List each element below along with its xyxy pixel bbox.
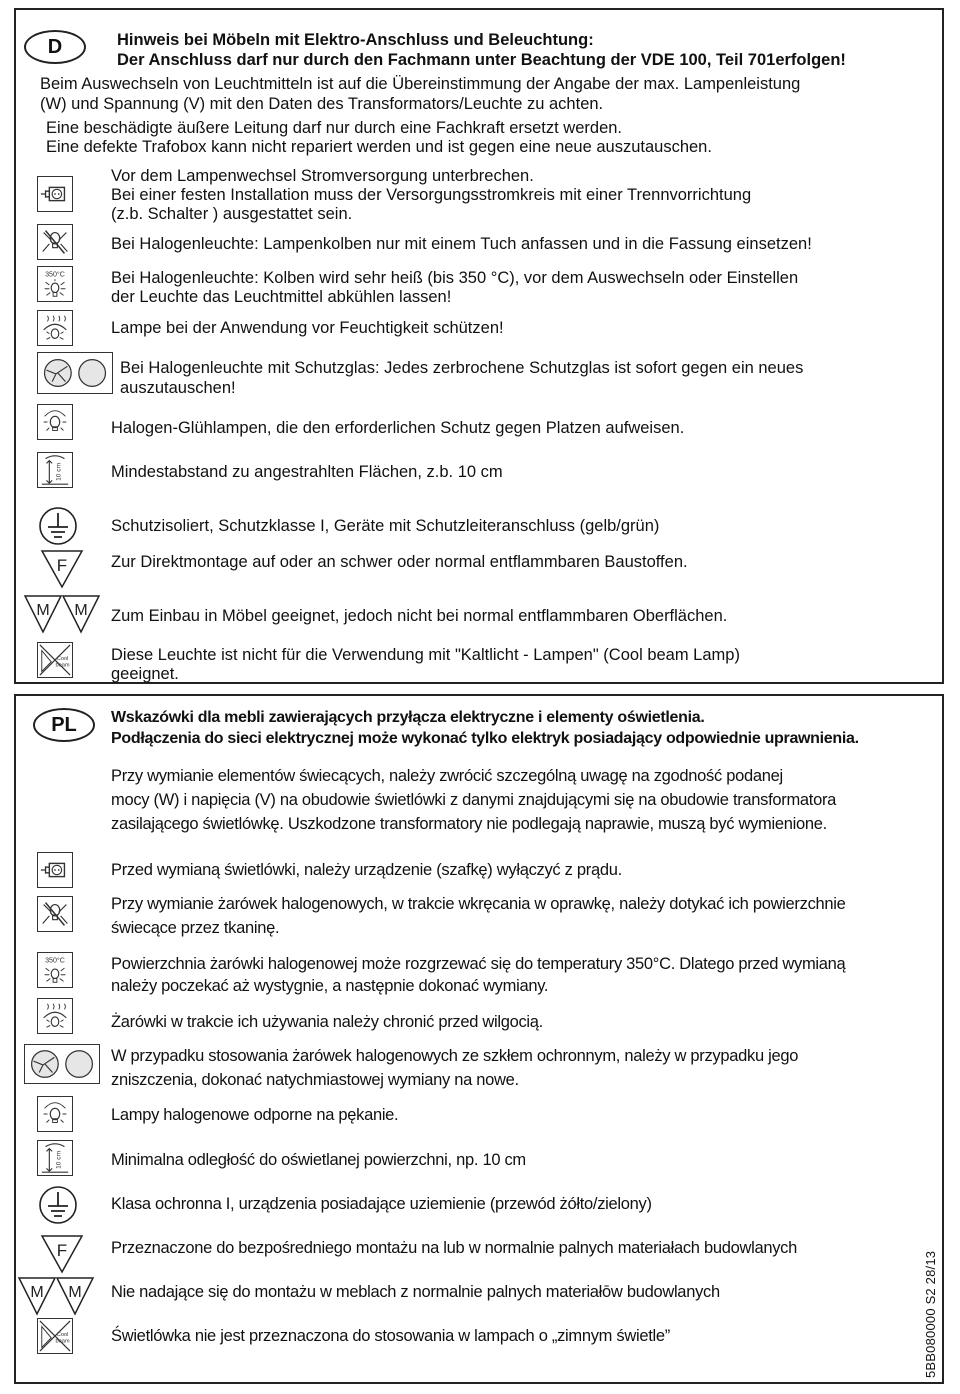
hot-lamp-icon <box>37 952 73 988</box>
pl-cloth-text: Przy wymianie żarówek halogenowych, w trakcie wkręcania w oprawkę, należy dotykać ich powierzchnie <box>111 895 846 913</box>
pl-distance-text: Minimalna odległość do oświetlanej powierzchni, np. 10 cm <box>111 1151 526 1169</box>
pl-hot-text: Powierzchnia żarówki halogenowej może rozgrzewać się do temperatury 350°C. Dlatego przed wymianą <box>111 955 846 973</box>
mm-mark-icon <box>18 1276 94 1316</box>
f-letter: F <box>56 1241 68 1260</box>
no-cool-beam-icon <box>37 1318 73 1354</box>
de-mm-mark-text: Zum Einbau in Möbel geeignet, jedoch nicht bei normal entflammbaren Oberflächen. <box>111 607 728 625</box>
cool-label: Cool <box>56 1332 69 1338</box>
de-moisture-text: Lampe bei der Anwendung vor Feuchtigkeit schützen! <box>111 319 504 337</box>
de-intro-line: (W) und Spannung (V) mit den Daten des Transformators/Leuchte zu achten. <box>40 95 604 113</box>
m-letter: M <box>36 602 50 619</box>
pl-heading-2: Podłączenia do sieci elektrycznej może wykonać tylko elektryk posiadający odpowiednie uprawnienia. <box>111 730 859 747</box>
distance-label-icon-text: 10 cm <box>55 462 63 481</box>
moisture-icon <box>37 998 73 1034</box>
de-glass-text: auszutauschen! <box>120 379 236 397</box>
power-plug-icon <box>37 852 73 888</box>
m-letter: M <box>74 602 88 619</box>
pl-burst-text: Lampy halogenowe odporne na pękanie. <box>111 1106 399 1124</box>
de-f-mark-text: Zur Direktmontage auf oder an schwer oder normal entflammbaren Baustoffen. <box>111 553 688 571</box>
de-cool-beam-text: Diese Leuchte ist nicht für die Verwendung mit "Kaltlicht - Lampen" (Cool beam Lamp) <box>111 646 740 664</box>
pl-power-off-text: Przed wymianą świetlówki, należy urządzenie (szafkę) wyłączyć z prądu. <box>111 861 622 879</box>
m-letter: M <box>30 1284 44 1301</box>
pl-intro-line: zasilającego świetlówkę. Uszkodzone transformatory nie podlegają naprawie, muszą być wymienione. <box>111 815 827 833</box>
de-intro-line: Beim Auswechseln von Leuchtmitteln ist auf die Übereinstimmung der Angabe der max. Lampenleistung <box>40 75 801 93</box>
document-code: 5BB080000 S2 28/13 <box>923 1250 938 1378</box>
no-cool-beam-icon <box>37 642 73 678</box>
beam-label: beam <box>55 1338 70 1345</box>
language-badge-de <box>24 30 86 64</box>
pl-cool-beam-text: Świetlówka nie jest przeznaczona do stosowania w lampach o „zimnym świetle” <box>111 1327 670 1345</box>
pl-cloth-text: świecące przez tkaninę. <box>111 919 280 937</box>
distance-icon <box>37 452 73 488</box>
moisture-icon <box>37 310 73 346</box>
pl-hot-text: należy poczekać aż wystygnie, a następnie dokonać wymiany. <box>111 977 549 995</box>
language-badge-pl <box>33 708 95 742</box>
pl-ground-text: Klasa ochronna I, urządzenia posiadające uziemienie (przewód żółto/zielony) <box>111 1195 652 1213</box>
de-power-off-text: (z.b. Schalter ) ausgestattet sein. <box>111 205 353 223</box>
cool-label: Cool <box>56 656 69 662</box>
de-distance-text: Mindestabstand zu angestrahlten Flächen, z.b. 10 cm <box>111 463 503 481</box>
de-intro-line: Eine defekte Trafobox kann nicht repariert werden und ist gegen eine neue auszutauschen. <box>46 138 712 156</box>
f-mark-icon <box>40 549 84 589</box>
m-letter: M <box>68 1284 82 1301</box>
badge-label: D <box>47 35 63 58</box>
distance-icon <box>37 1140 73 1176</box>
de-burst-text: Halogen-Glühlampen, die den erforderlichen Schutz gegen Platzen aufweisen. <box>111 419 685 437</box>
badge-label: PL <box>51 713 77 736</box>
distance-label-icon-text: 10 cm <box>55 1150 63 1169</box>
broken-glass-icon <box>24 1044 100 1084</box>
de-hot-text: Bei Halogenleuchte: Kolben wird sehr heiß (bis 350 °C), vor dem Auswechseln oder Einstellen <box>111 269 799 287</box>
temp-label-icon-text: 350°C <box>45 956 65 965</box>
f-mark-icon <box>40 1234 84 1274</box>
de-hot-text: der Leuchte das Leuchtmittel abkühlen lassen! <box>111 288 452 306</box>
beam-label: beam <box>55 662 70 669</box>
de-heading-2: Der Anschluss darf nur durch den Fachmann unter Beachtung der VDE 100, Teil 701erfolgen! <box>117 51 846 69</box>
hand-cloth-icon <box>37 224 73 260</box>
pl-mm-mark-text: Nie nadające się do montażu w meblach z normalnie palnych materiałōw budowlanych <box>111 1283 720 1301</box>
de-heading-1: Hinweis bei Möbeln mit Elektro-Anschluss und Beleuchtung: <box>117 31 594 49</box>
ground-icon <box>37 505 79 547</box>
temp-label-icon-text: 350°C <box>45 270 65 279</box>
pl-glass-text: W przypadku stosowania żarówek halogenowych ze szkłem ochronnym, należy w przypadku jego <box>111 1047 799 1065</box>
de-power-off-text: Bei einer festen Installation muss der Versorgungsstromkreis mit einer Trennvorrichtung <box>111 186 752 204</box>
pl-intro-line: Przy wymianie elementów świecących, należy zwrócić szczególną uwagę na zgodność podanej <box>111 767 783 785</box>
hot-lamp-icon <box>37 266 73 302</box>
pl-intro-line: mocy (W) i napięcia (V) na obudowie świetlówki z danymi znajdującymi się na obudowie transformatora <box>111 791 837 809</box>
power-plug-icon <box>37 176 73 212</box>
hand-cloth-icon <box>37 896 73 932</box>
de-intro-line: Eine beschädigte äußere Leitung darf nur durch eine Fachkraft ersetzt werden. <box>46 119 623 137</box>
burst-protection-icon <box>37 1096 73 1132</box>
de-cloth-text: Bei Halogenleuchte: Lampenkolben nur mit einem Tuch anfassen und in die Fassung einsetzen! <box>111 235 812 253</box>
pl-moisture-text: Żarówki w trakcie ich używania należy chronić przed wilgocią. <box>111 1013 543 1031</box>
f-letter: F <box>56 556 68 575</box>
de-cool-beam-text: geeignet. <box>111 665 179 683</box>
pl-glass-text: zniszczenia, dokonać natychmiastowej wymiany na nowe. <box>111 1071 519 1089</box>
broken-glass-icon <box>37 352 113 394</box>
ground-icon <box>37 1184 79 1226</box>
burst-protection-icon <box>37 404 73 440</box>
mm-mark-icon <box>24 594 100 634</box>
pl-f-mark-text: Przeznaczone do bezpośredniego montażu na lub w normalnie palnych materiałach budowlanych <box>111 1239 797 1257</box>
de-power-off-text: Vor dem Lampenwechsel Stromversorgung unterbrechen. <box>111 167 534 185</box>
de-glass-text: Bei Halogenleuchte mit Schutzglas: Jedes zerbrochene Schutzglas ist sofort gegen ein neues <box>120 359 804 377</box>
de-ground-text: Schutzisoliert, Schutzklasse I, Geräte mit Schutzleiteranschluss (gelb/grün) <box>111 517 660 535</box>
pl-heading-1: Wskazówki dla mebli zawierających przyłącza elektryczne i elementy oświetlenia. <box>111 709 705 726</box>
